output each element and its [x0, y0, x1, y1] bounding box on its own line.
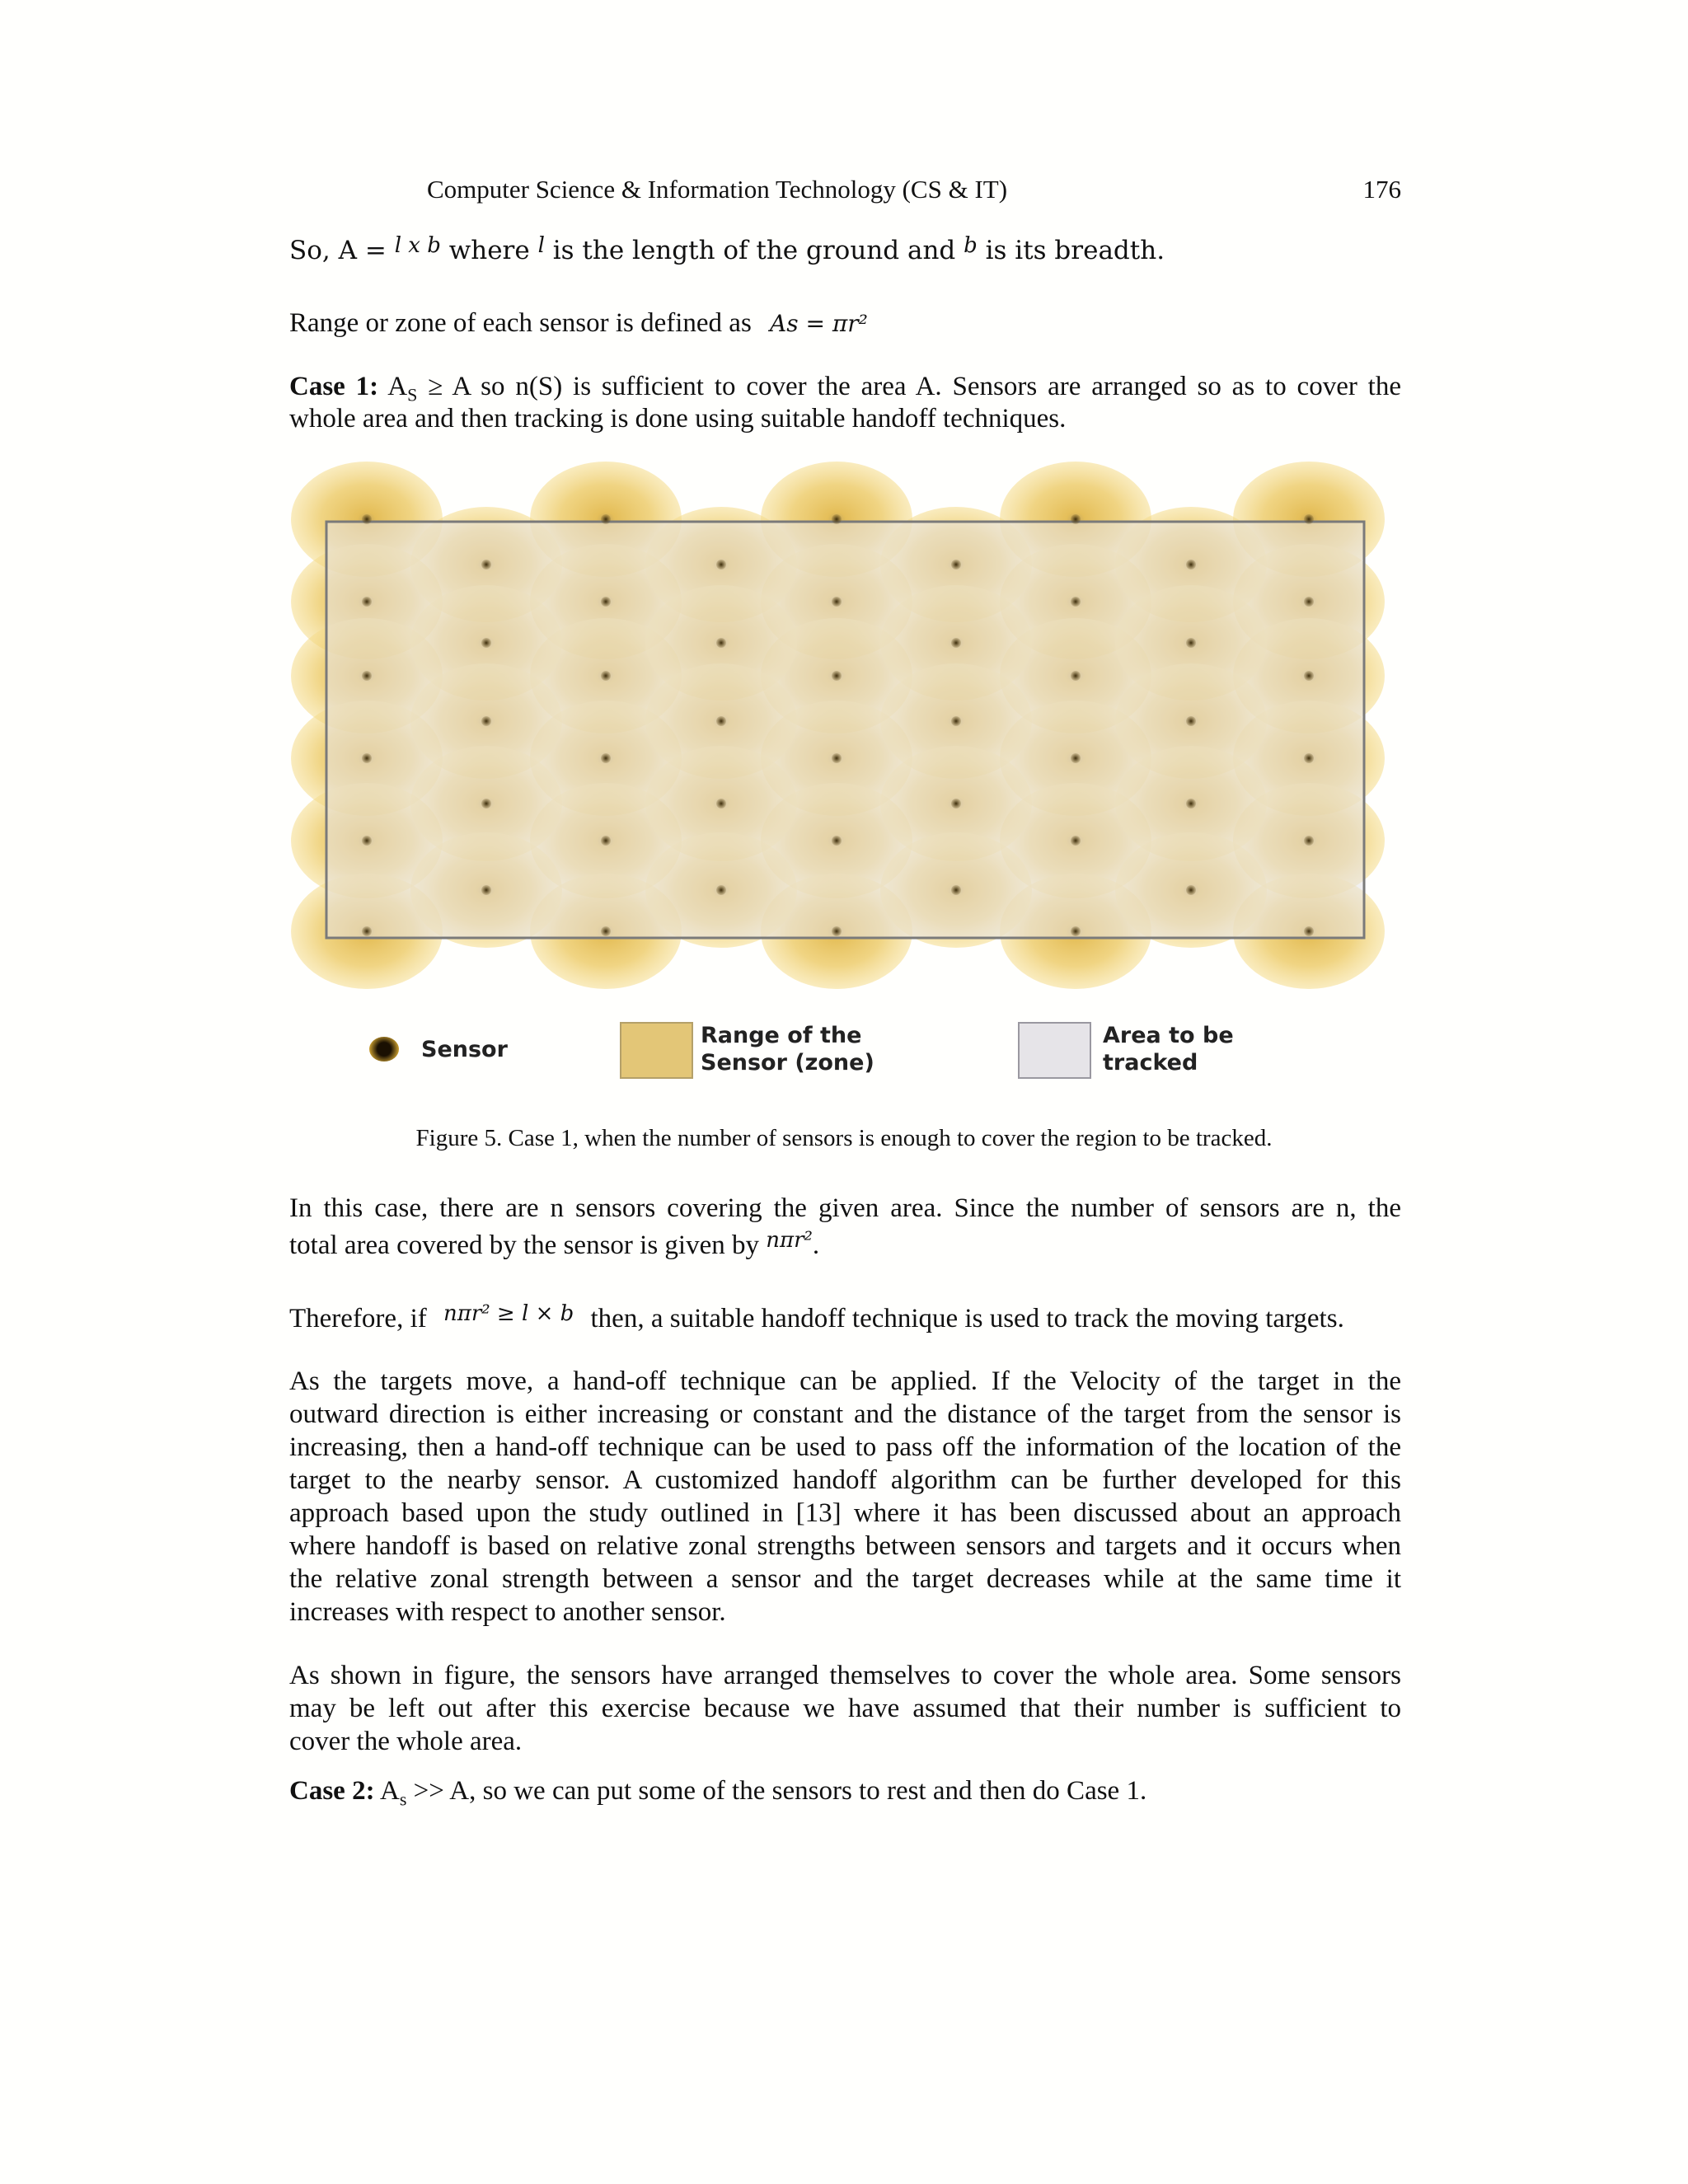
legend-zone-label: Range of the Sensor (zone) — [701, 1023, 874, 1076]
sensor-dot — [1071, 514, 1081, 524]
paragraph-line: the relative zonal strength between a sensor and the target decreases while at the same time it — [289, 1564, 1401, 1594]
sensor-dot — [1186, 885, 1196, 895]
sensor-dot — [951, 885, 961, 895]
case1-label: Case 1: — [289, 372, 379, 401]
legend-area-swatch — [1018, 1022, 1091, 1079]
legend-sensor-label: Sensor — [421, 1037, 508, 1062]
paragraph-line: increases with respect to another sensor. — [289, 1597, 726, 1627]
sensor-dot — [362, 926, 372, 936]
sensor-dot — [601, 514, 611, 524]
paragraph-line: increasing, then a hand-off technique can be used to pass off the information of the location of the — [289, 1432, 1401, 1462]
paragraph-line: approach based upon the study outlined in [13] where it has been discussed about an approach — [289, 1498, 1401, 1528]
sensor-dot — [1071, 671, 1081, 681]
case1-line1: Case 1: $A_S \ge A$ so n(S) is sufficient to cover the area A. Sensors are arranged so as to cover the — [289, 372, 1401, 405]
math-l: l — [537, 233, 545, 258]
sensor-dot — [601, 926, 611, 936]
sensor-dot — [362, 753, 372, 763]
paragraph-line: cover the whole area. — [289, 1727, 523, 1756]
sensor-dot — [362, 671, 372, 681]
paragraph-line: target to the nearby sensor. A customized handoff algorithm can be further developed for this — [289, 1465, 1401, 1495]
sensor-dot — [481, 885, 491, 895]
sensor-dot — [1186, 560, 1196, 569]
sensor-dot — [481, 560, 491, 569]
sensor-dot — [481, 638, 491, 648]
sensor-dot — [951, 716, 961, 726]
area-definition: So, A = $^{l x b}$ where $^l$ is the length of the ground and $^b$ is its breadth. — [289, 233, 1165, 265]
math-b: b — [964, 233, 978, 258]
sensor-dot — [951, 799, 961, 808]
sensor-dot — [832, 597, 842, 607]
paragraph-line: As the targets move, a hand-off technique can be applied. If the Velocity of the target in the — [289, 1366, 1401, 1396]
sensor-dot — [1071, 597, 1081, 607]
sensor-dot — [1304, 753, 1314, 763]
sensor-dot — [951, 638, 961, 648]
sensor-dot — [716, 638, 726, 648]
sensor-dot — [1071, 836, 1081, 846]
math-inequality: nπr² ≥ l × b — [443, 1301, 574, 1326]
sensor-dot — [716, 560, 726, 569]
sensor-dot — [1304, 836, 1314, 846]
math-lxb: l x b — [394, 233, 441, 258]
sensor-dot — [481, 799, 491, 808]
sensor-dot — [1186, 638, 1196, 648]
sensor-dot — [716, 799, 726, 808]
sensor-dot — [1304, 597, 1314, 607]
therefore-line: Therefore, if $^{n\pi r^2 \ge l \times b}$ then, a suitable handoff technique is used to track the moving targets. — [289, 1301, 1344, 1333]
sensor-dot — [1186, 716, 1196, 726]
sensor-dot — [1186, 799, 1196, 808]
sensor-dot — [601, 671, 611, 681]
sensor-dot — [362, 597, 372, 607]
journal-title: Computer Science & Information Technology (CS & IT) — [426, 175, 1008, 204]
sensor-dot — [1071, 926, 1081, 936]
math-n-pi-r2: nπr² — [766, 1228, 813, 1253]
range-definition: Range or zone of each sensor is defined as As = πr² — [289, 308, 868, 338]
paragraph-line: where handoff is based on relative zonal strengths between sensors and targets and it occurs when — [289, 1531, 1401, 1561]
sensor-dot — [716, 716, 726, 726]
sensor-dot — [832, 836, 842, 846]
sensor-dot — [832, 671, 842, 681]
case-n-line2: total area covered by the sensor is given by $^{n\pi r^2}$. — [289, 1228, 820, 1260]
sensor-dot — [601, 836, 611, 846]
sensor-dot — [1304, 926, 1314, 936]
sensor-dot — [832, 926, 842, 936]
running-header — [0, 175, 1688, 208]
figure-caption: Figure 5. Case 1, when the number of sensors is enough to cover the region to be tracked. — [415, 1125, 1273, 1151]
sensor-dot — [362, 836, 372, 846]
paragraph-line: As shown in figure, the sensors have arranged themselves to cover the whole area. Some sensors — [289, 1661, 1401, 1690]
sensor-coverage-figure — [288, 457, 1409, 1001]
sensor-dot — [832, 753, 842, 763]
case-n-line1: In this case, there are n sensors covering the given area. Since the number of sensors are n, the — [289, 1193, 1401, 1223]
targets-paragraph — [289, 1365, 1401, 1629]
tracked-area-rect — [326, 522, 1364, 938]
case2-label: Case 2: — [289, 1776, 375, 1806]
sensor-area-equation: As = πr² — [770, 310, 868, 337]
sensor-dot — [481, 716, 491, 726]
legend-area-label: Area to be tracked — [1103, 1023, 1234, 1076]
sensor-dot — [1304, 671, 1314, 681]
case1-line2: whole area and then tracking is done using suitable handoff techniques. — [289, 404, 1067, 434]
sensor-dot — [1304, 514, 1314, 524]
sensor-dot — [601, 597, 611, 607]
paragraph-line: may be left out after this exercise because we have assumed that their number is sufficient to — [289, 1694, 1401, 1723]
sensor-dot — [1071, 753, 1081, 763]
sensor-dot — [832, 514, 842, 524]
legend-sensor-icon — [369, 1037, 399, 1062]
sensor-dot — [951, 560, 961, 569]
sensor-dot — [362, 514, 372, 524]
sensor-dot — [716, 885, 726, 895]
legend-zone-swatch — [620, 1022, 693, 1079]
case2-line: Case 2: $A_s >> A$, so we can put some of the sensors to rest and then do Case 1. — [289, 1776, 1147, 1810]
shown-paragraph — [289, 1659, 1401, 1758]
paragraph-line: outward direction is either increasing or constant and the distance of the target from the sensor is — [289, 1399, 1401, 1429]
page-number: 176 — [1362, 175, 1401, 204]
sensor-dot — [601, 753, 611, 763]
